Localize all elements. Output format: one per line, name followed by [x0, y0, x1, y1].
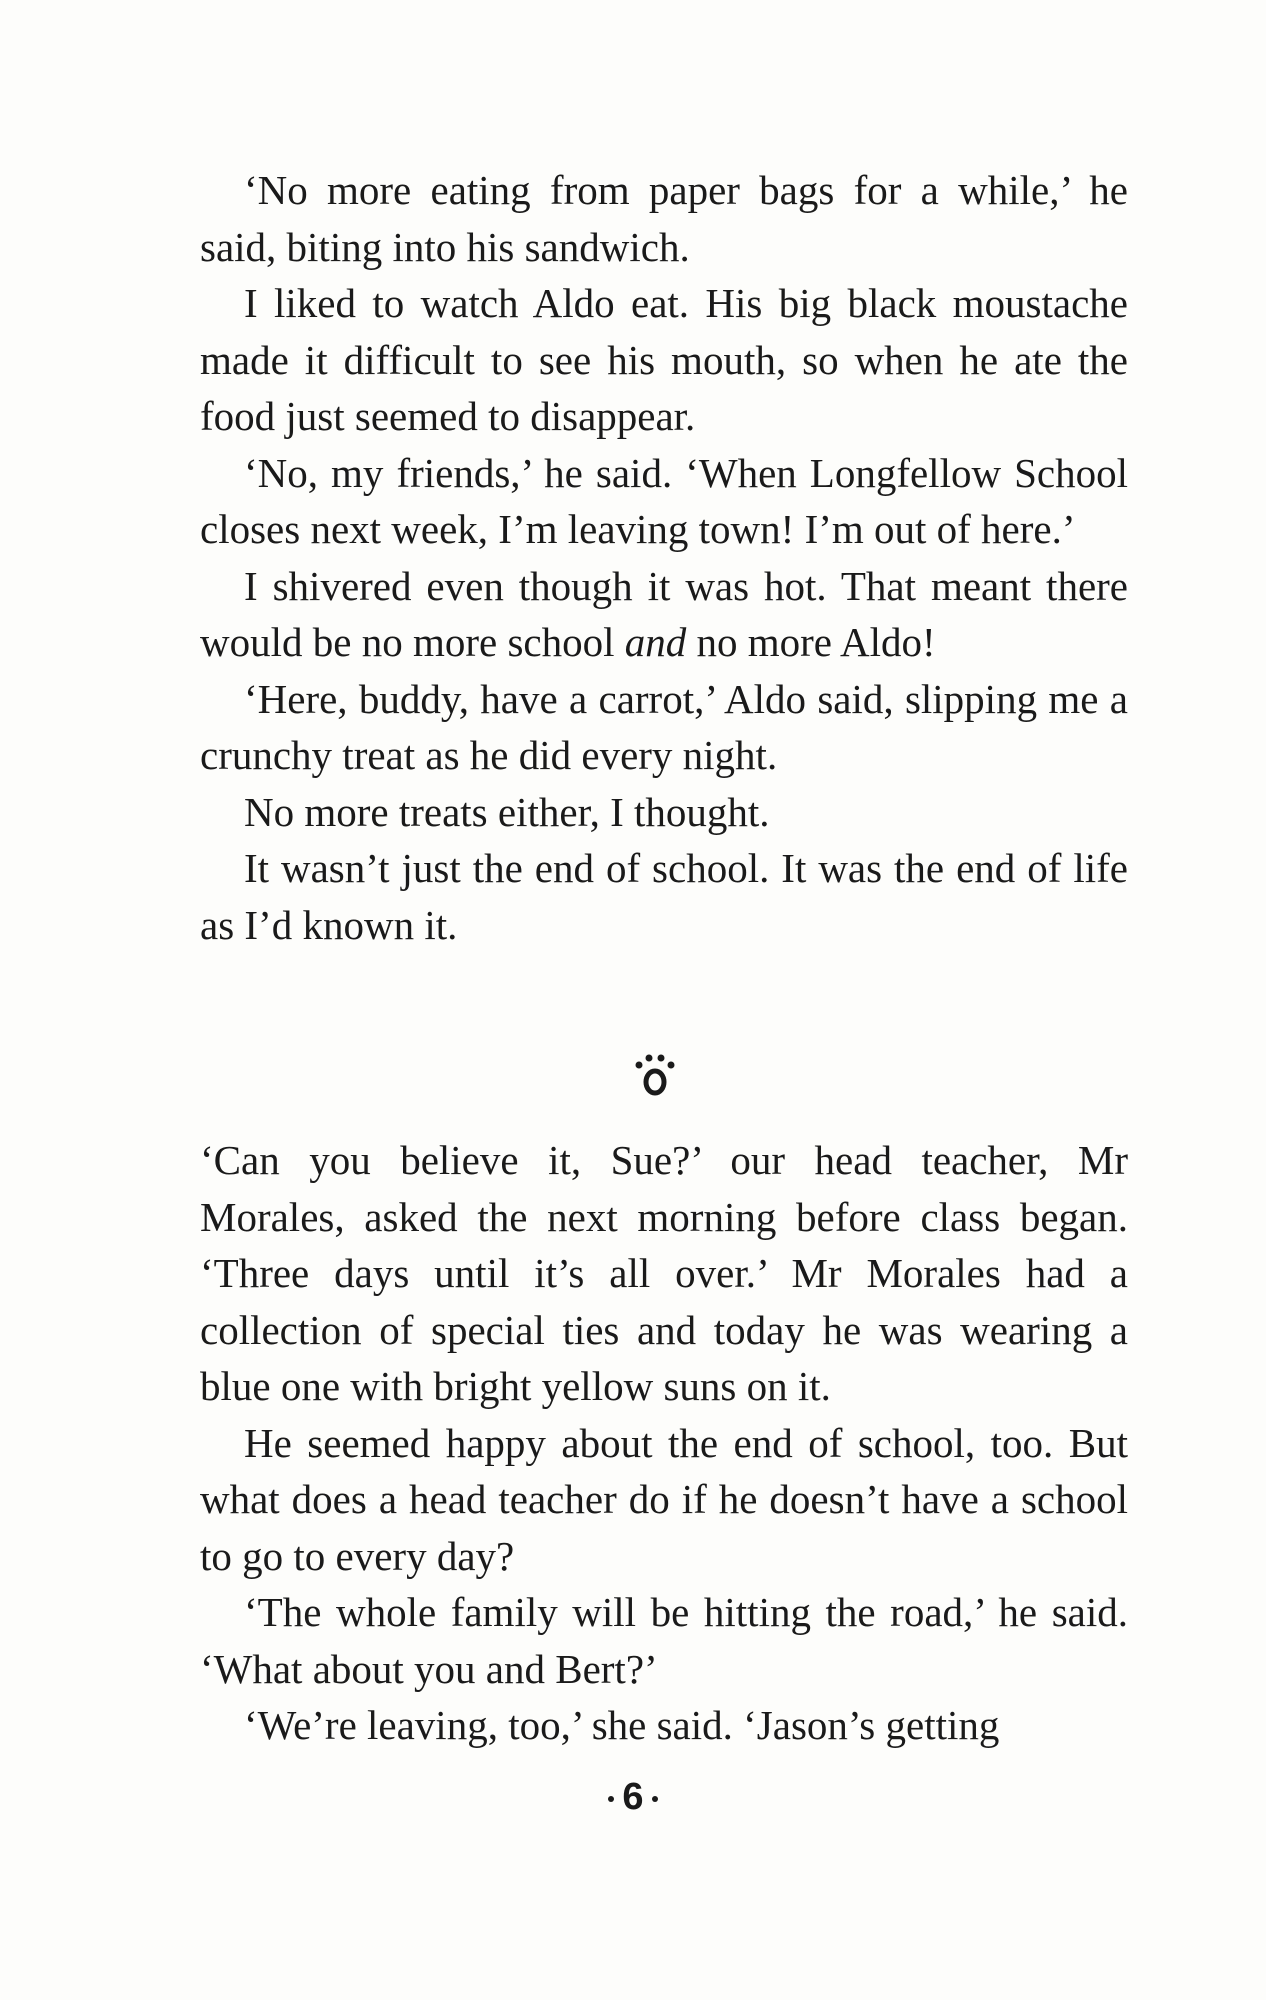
paragraph-1: ‘No more eating from paper bags for a while,’ he said, biting into his sandwich. — [200, 167, 1128, 270]
paragraph-4 — [200, 558, 1128, 671]
paragraph-3: ‘No, my friends,’ he said. ‘When Longfellow School closes next week, I’m leaving town! I’m out of here.’ — [200, 449, 1128, 552]
paragraph-10: ‘The whole family will be hitting the road,’ he said. ‘What about you and Bert?’ — [200, 1589, 1128, 1692]
paragraph-11: ‘We’re leaving, too,’ she said. ‘Jason’s getting — [244, 1702, 1000, 1748]
paragraph-4-emphasis: and — [624, 619, 687, 665]
page-number — [583, 1772, 683, 1822]
section-one — [200, 162, 1128, 953]
page-number-dot-right — [652, 1796, 658, 1802]
paragraph-8: ‘Can you believe it, Sue?’ our head teacher, Mr Morales, asked the next morning before class began. ‘Three days until it’s all over.’ Mr Morales had a collection of special ties and today he was wearing a blue one with bright yellow suns on it. — [200, 1137, 1128, 1409]
paragraph-9: He seemed happy about the end of school, too. But what does a head teacher do if he doesn’t have a school to go to every day? — [200, 1419, 1128, 1579]
paragraph-4-start: I shivered even though it was hot. That meant there would be no more school — [200, 562, 1128, 665]
page-number-dot-left — [608, 1796, 614, 1802]
paragraph-4-end: no more Aldo! — [686, 619, 936, 665]
paragraph-7: It wasn’t just the end of school. It was the end of life as I’d known it. — [200, 845, 1128, 948]
paragraph-5: ‘Here, buddy, have a carrot,’ Aldo said, slipping me a crunchy treat as he did every night. — [200, 675, 1128, 778]
page-number-value: 6 — [622, 1776, 644, 1818]
paragraph-6: No more treats either, I thought. — [244, 788, 770, 835]
section-two — [200, 1132, 1128, 1754]
paw-print-icon — [633, 1052, 677, 1098]
paragraph-2: I liked to watch Aldo eat. His big black moustache made it difficult to see his mouth, so when he ate the food just seemed to disappear. — [200, 280, 1128, 439]
